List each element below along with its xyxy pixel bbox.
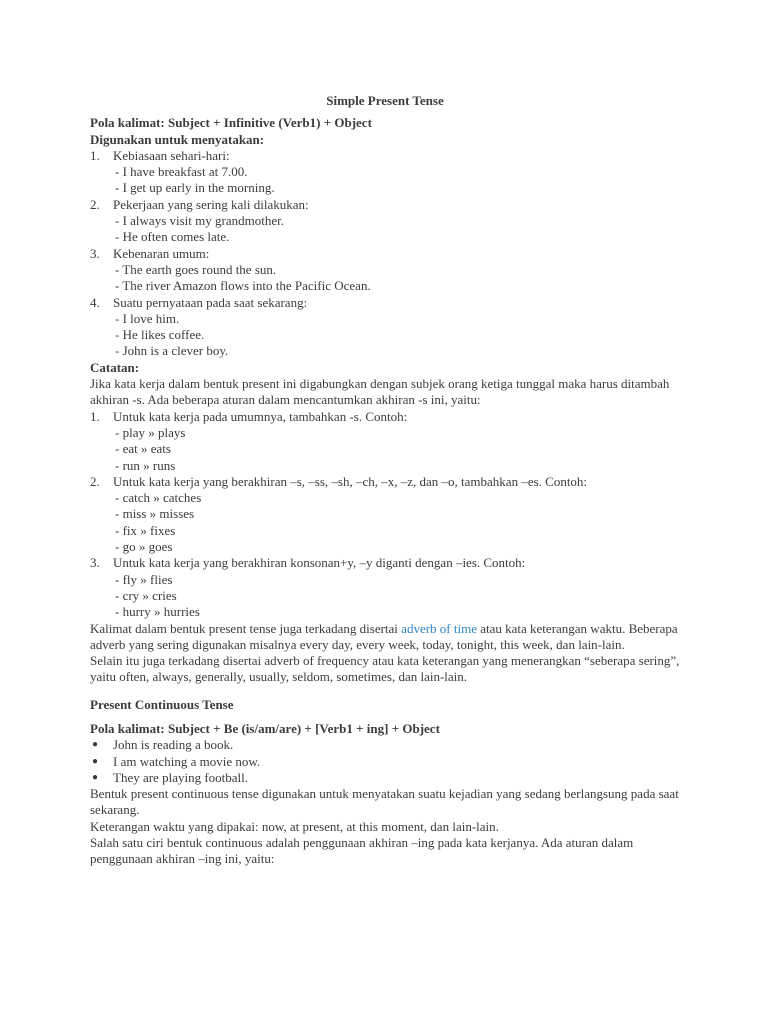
bullet-icon: ● <box>92 739 99 751</box>
example-line: - fix » fixes <box>115 522 176 538</box>
list-label: Untuk kata kerja pada umumnya, tambahkan -s. Contoh: <box>113 408 408 424</box>
list-item <box>90 474 680 490</box>
list-number: 4. <box>90 294 100 310</box>
example-line: - catch » catches <box>115 490 202 506</box>
list-number: 3. <box>90 245 100 261</box>
adverb-text-before: Kalimat dalam bentuk present tense juga terkadang disertai <box>90 620 402 636</box>
bullet-text: They are playing football. <box>113 769 249 785</box>
example-line: - He likes coffee. <box>115 327 205 343</box>
example-line: - run » runs <box>115 457 176 473</box>
adverb-paragraph <box>90 621 680 654</box>
sentence-pattern-continuous: Pola kalimat: Subject + Be (is/am/are) + [Verb1 + ing] + Object <box>90 720 440 736</box>
document-content <box>90 93 680 868</box>
note-heading: Catatan: <box>90 359 140 375</box>
example-line: - fly » flies <box>115 571 173 587</box>
list-label: Suatu pernyataan pada saat sekarang: <box>113 294 308 310</box>
example-line: - He often comes late. <box>115 229 230 245</box>
example-line: - hurry » hurries <box>115 604 200 620</box>
bullet-text: I am watching a movie now. <box>113 753 261 769</box>
list-label: Kebiasaan sehari-hari: <box>113 147 230 163</box>
list-label: Untuk kata kerja yang berakhiran konsonan+y, –y diganti dengan –ies. Contoh: <box>113 555 526 571</box>
list-item <box>90 409 680 425</box>
list-number: 3. <box>90 555 100 571</box>
adverb-of-time-link[interactable]: adverb of time <box>401 620 477 636</box>
list-label: Pekerjaan yang sering kali dilakukan: <box>113 196 309 212</box>
section-title: Present Continuous Tense <box>90 696 234 712</box>
continuous-paragraph-1: Bentuk present continuous tense digunakan untuk menyatakan suatu kejadian yang sedang berlangsung pada saat sekarang. <box>90 786 679 818</box>
usage-heading: Digunakan untuk menyatakan: <box>90 131 265 147</box>
example-bullet-list <box>90 737 680 786</box>
example-line: - play » plays <box>115 424 186 440</box>
example-line: - I love him. <box>115 310 180 326</box>
example-line: - I get up early in the morning. <box>115 180 275 196</box>
list-item <box>90 197 680 213</box>
list-number: 2. <box>90 196 100 212</box>
continuous-paragraph-2: Keterangan waktu yang dipakai: now, at present, at this moment, dan lain-lain. <box>90 818 499 834</box>
frequency-paragraph: Selain itu juga terkadang disertai adverb of frequency atau kata keterangan yang menerangkan “seberapa sering”, yaitu often, always, generally, usually, seldom, sometimes, dan lain-lain. <box>90 653 680 685</box>
rules-list <box>90 409 680 621</box>
example-line: - The earth goes round the sun. <box>115 261 277 277</box>
example-line: - I have breakfast at 7.00. <box>115 164 248 180</box>
example-line: - The river Amazon flows into the Pacific Ocean. <box>115 278 371 294</box>
page-title: Simple Present Tense <box>326 93 444 108</box>
usage-list <box>90 148 680 360</box>
example-line: - I always visit my grandmother. <box>115 213 284 229</box>
example-line: - John is a clever boy. <box>115 343 229 359</box>
list-number: 1. <box>90 147 100 163</box>
bullet-icon: ● <box>92 771 99 783</box>
list-label: Kebenaran umum: <box>113 245 210 261</box>
list-item <box>90 295 680 311</box>
section-gap <box>90 686 680 697</box>
bullet-text: John is reading a book. <box>113 737 234 753</box>
bullet-item <box>90 770 680 786</box>
section-gap <box>90 713 680 721</box>
example-line: - cry » cries <box>115 587 177 603</box>
list-item <box>90 148 680 164</box>
sentence-pattern: Pola kalimat: Subject + Infinitive (Verb1) + Object <box>90 115 372 131</box>
adverb-text-after: atau kata keterangan waktu. Beberapa adverb yang sering digunakan misalnya every day, every week, today, tonight, this week, dan lain-lain. <box>90 620 678 652</box>
list-item <box>90 246 680 262</box>
list-number: 1. <box>90 408 100 424</box>
example-line: - miss » misses <box>115 506 195 522</box>
note-paragraph: Jika kata kerja dalam bentuk present ini digabungkan dengan subjek orang ketiga tunggal maka harus ditambah akhiran -s. Ada beberapa aturan dalam mencantumkan akhiran -s ini, yaitu: <box>90 376 670 408</box>
list-number: 2. <box>90 473 100 489</box>
example-line: - eat » eats <box>115 441 171 457</box>
bullet-icon: ● <box>92 755 99 767</box>
continuous-paragraph-3: Salah satu ciri bentuk continuous adalah penggunaan akhiran –ing pada kata kerjanya. Ada aturan dalam penggunaan akhiran –ing ini, yaitu: <box>90 835 634 867</box>
bullet-item <box>90 754 680 770</box>
list-item <box>90 555 680 571</box>
example-line: - go » goes <box>115 539 173 555</box>
list-label: Untuk kata kerja yang berakhiran –s, –ss, –sh, –ch, –x, –z, dan –o, tambahkan –es. Contoh: <box>113 473 588 489</box>
bullet-item <box>90 737 680 753</box>
